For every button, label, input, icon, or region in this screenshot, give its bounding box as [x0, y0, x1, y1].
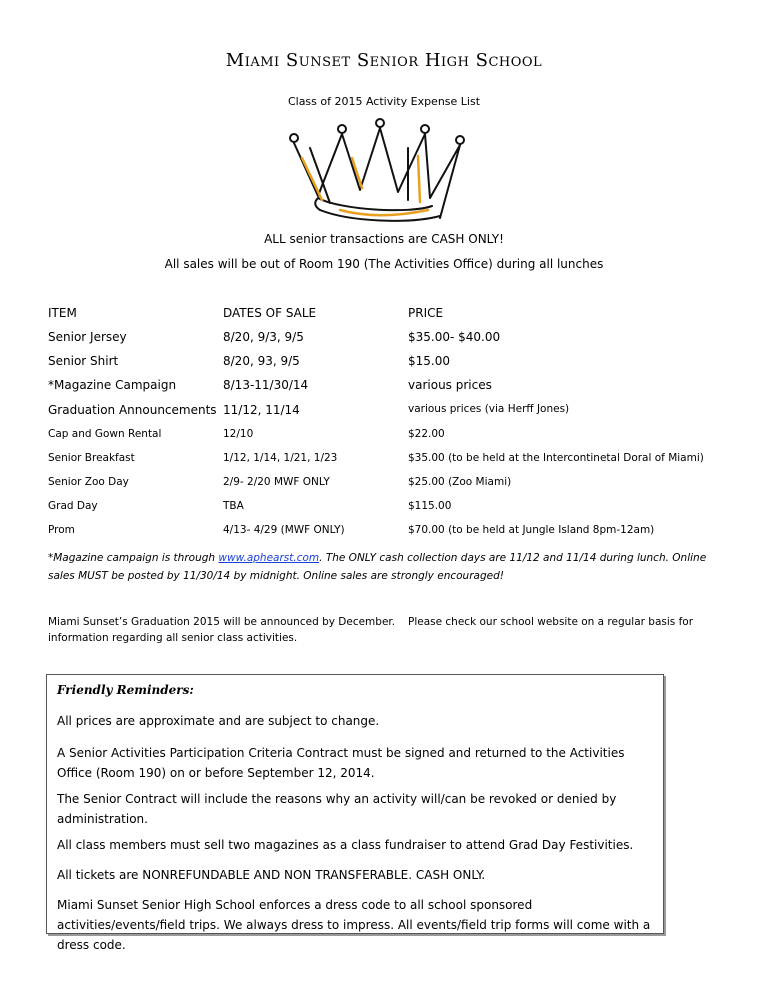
item-cell: Senior Jersey: [48, 330, 127, 344]
cash-only-notice: ALL senior transactions are CASH ONLY!: [264, 232, 504, 246]
price-cell: various prices: [408, 378, 492, 392]
table-row: [0, 476, 768, 496]
magazine-footnote: [48, 549, 728, 585]
reminder-item: The Senior Contract will include the reasons why an activity will/can be revoked or denied by administration.: [57, 792, 617, 826]
table-row: [0, 500, 768, 520]
item-cell: Prom: [48, 524, 75, 536]
table-row: [0, 354, 768, 374]
price-cell: $22.00: [408, 428, 445, 440]
table-row: [0, 428, 768, 448]
footnote-text-start: *Magazine campaign is through: [48, 552, 219, 564]
item-cell: Senior Breakfast: [48, 452, 135, 464]
reminder-item: All tickets are NONREFUNDABLE AND NON TRANSFERABLE. CASH ONLY.: [57, 868, 486, 882]
column-header-dates: DATES OF SALE: [223, 306, 317, 320]
dates-cell: TBA: [223, 500, 244, 512]
dates-cell: 2/9- 2/20 MWF ONLY: [223, 476, 330, 488]
footnote-text-end: . The ONLY cash collection days are 11/12 and 11/14 during lunch. Online sales MUST be posted by 11/30/14 by midnight. Online sales are strongly encouraged!: [48, 552, 707, 582]
dates-cell: 12/10: [223, 428, 254, 440]
column-header-price: PRICE: [408, 306, 444, 320]
item-cell: Senior Zoo Day: [48, 476, 129, 488]
price-cell: $70.00 (to be held at Jungle Island 8pm-12am): [408, 524, 655, 536]
dates-cell: 1/12, 1/14, 1/21, 1/23: [223, 452, 338, 464]
dates-cell: 8/20, 93, 9/5: [223, 354, 300, 368]
reminder-item: A Senior Activities Participation Criteria Contract must be signed and returned to the Activities Office (Room 190) on or before September 12, 2014.: [57, 746, 625, 780]
table-row: [0, 378, 768, 398]
list-subtitle: Class of 2015 Activity Expense List: [287, 95, 481, 108]
reminders-title: Friendly Reminders:: [57, 683, 194, 697]
dates-cell: 11/12, 11/14: [223, 403, 300, 417]
reminder-item: All class members must sell two magazines as a class fundraiser to attend Grad Day Festivities.: [57, 838, 634, 852]
price-cell: $115.00: [408, 500, 452, 512]
reminder-item: All prices are approximate and are subject to change.: [57, 714, 380, 728]
price-cell: various prices (via Herff Jones): [408, 403, 570, 415]
dates-cell: 8/20, 9/3, 9/5: [223, 330, 304, 344]
dates-cell: 8/13-11/30/14: [223, 378, 309, 392]
dates-cell: 4/13- 4/29 (MWF ONLY): [223, 524, 345, 536]
price-cell: $35.00- $40.00: [408, 330, 501, 344]
table-row: [0, 452, 768, 472]
item-cell: Grad Day: [48, 500, 98, 512]
price-cell: $35.00 (to be held at the Intercontinetal Doral of Miami): [408, 452, 704, 464]
reminder-item: Miami Sunset Senior High School enforces a dress code to all school sponsored activities/events/field trips. We always dress to impress. All events/field trip forms will come with a dress code.: [57, 898, 651, 952]
item-cell: Cap and Gown Rental: [48, 428, 162, 440]
website-info-text: Please check our school website on a regular basis for: [408, 616, 694, 628]
page-title: Miami Sunset Senior High School: [225, 50, 543, 71]
friendly-reminders-box: [46, 674, 664, 952]
location-notice: All sales will be out of Room 190 (The Activities Office) during all lunches: [164, 257, 604, 271]
graduation-info-text: Miami Sunset’s Graduation 2015 will be announced by December. information regarding all senior class activities.: [48, 616, 396, 644]
item-cell: Senior Shirt: [48, 354, 119, 368]
price-cell: $25.00 (Zoo Miami): [408, 476, 512, 488]
item-cell: *Magazine Campaign: [48, 378, 177, 392]
crown-illustration: [280, 118, 475, 230]
table-row: [0, 330, 768, 350]
item-cell: Graduation Announcements: [48, 403, 217, 417]
price-cell: $15.00: [408, 354, 450, 368]
table-row: [0, 524, 768, 544]
column-header-item: ITEM: [48, 306, 77, 320]
aphearst-link[interactable]: www.aphearst.com: [218, 552, 320, 564]
table-row: [0, 403, 768, 423]
